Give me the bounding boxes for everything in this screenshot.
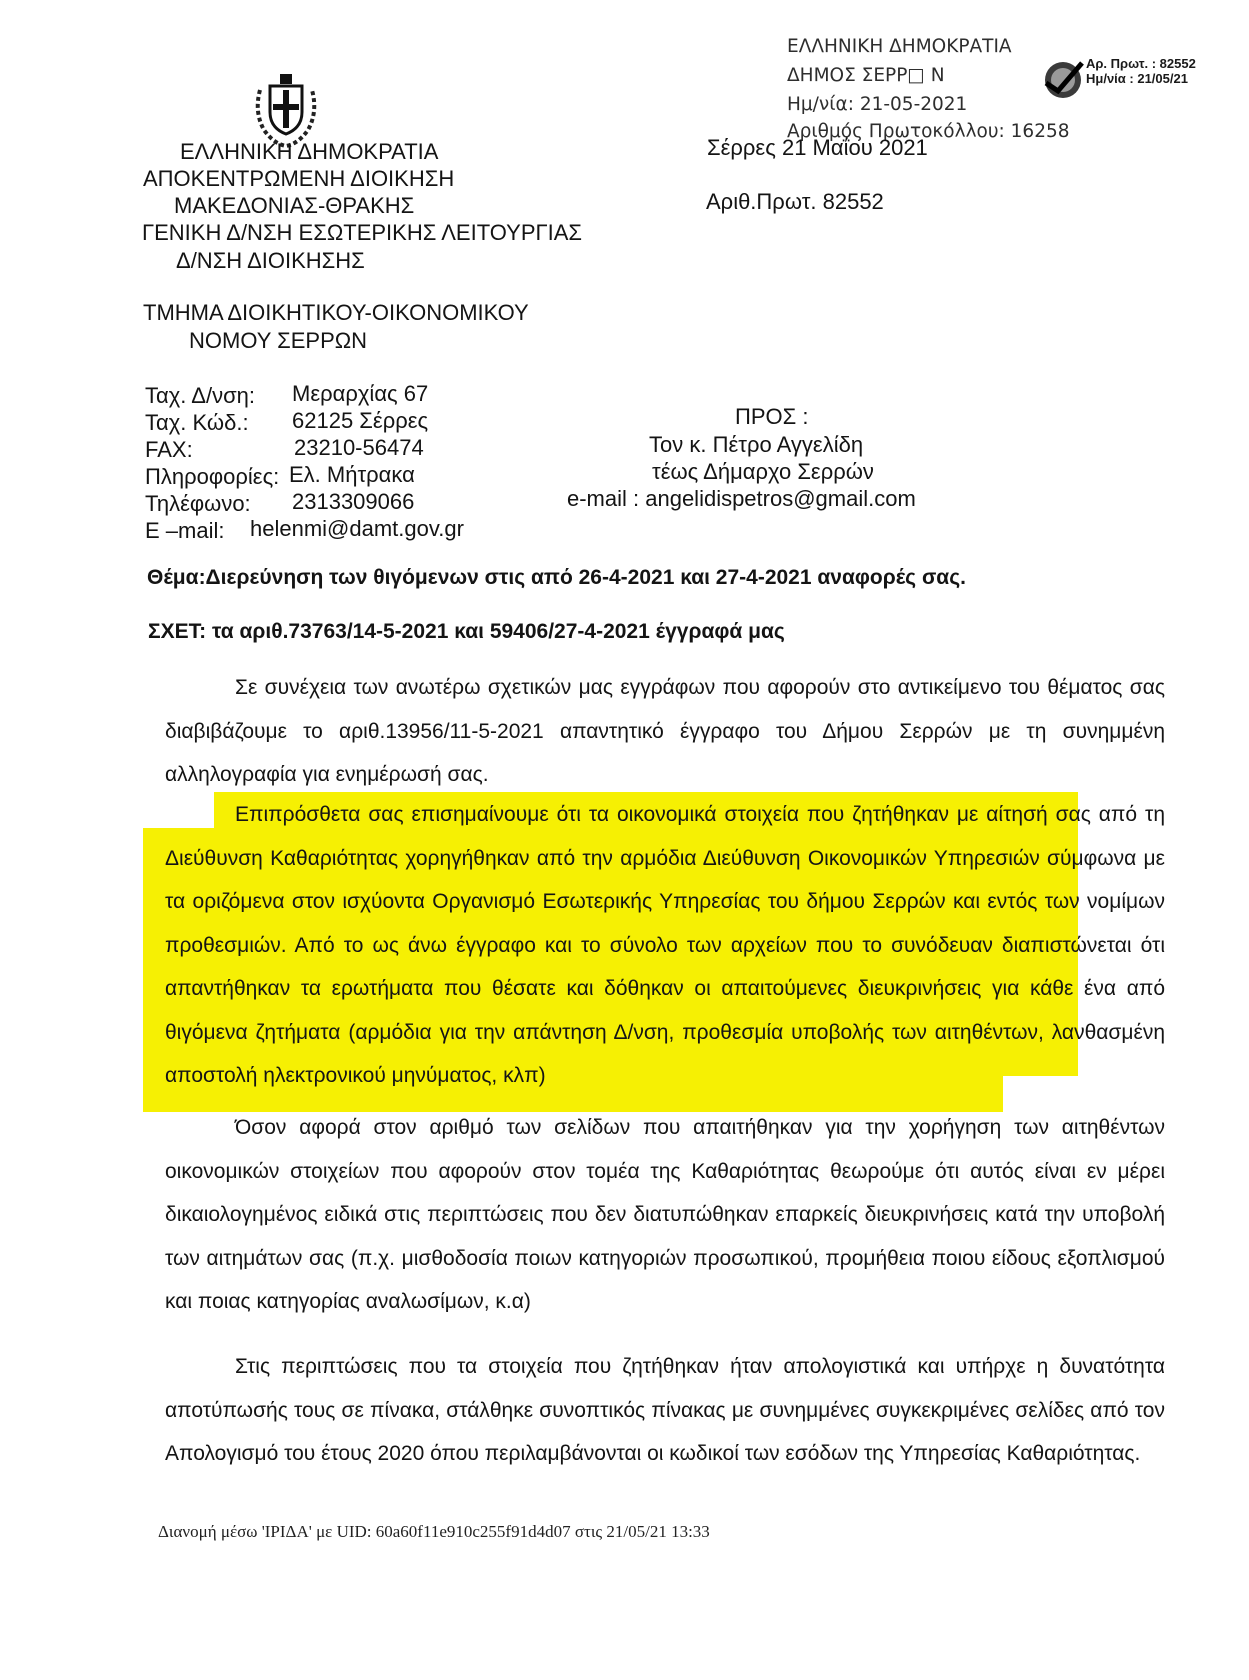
department-line: ΝΟΜΟΥ ΣΕΡΡΩΝ	[189, 328, 368, 353]
stamp-line-2: ΔΗΜΟΣ ΣΕΡΡ□ Ν	[787, 65, 945, 86]
document-date: Σέρρες 21 Μαΐου 2021	[707, 135, 928, 160]
contact-email[interactable]: helenmi@damt.gov.gr	[250, 516, 464, 541]
body-paragraph-1	[165, 666, 1165, 797]
contact-label: Ταχ. Κώδ.:	[145, 410, 249, 435]
paragraph-text: Σε συνέχεια των ανωτέρω σχετικών μας εγγράφων που αφορούν στο αντικείμενο του θέματος σας διαβιβάζουμε το αριθ.13956/11-5-2021 απαντητικό έγγραφο του Δήμου Σερρών με τη συνημμένη αλληλογραφία για ενημέρωσή σας.	[165, 676, 1165, 786]
body-paragraph-2-highlighted	[165, 793, 1165, 1098]
stamp-line-4: Αριθμός Πρωτοκόλλου: 16258	[787, 121, 1070, 142]
reference-line: ΣΧΕΤ: τα αριθ.73763/14-5-2021 και 59406/27-4-2021 έγγραφά μας	[148, 620, 785, 643]
distribution-footer: Διανομή μέσω 'ΙΡΙΔΑ' με UID: 60a60f11e910c255f91d4d07 στις 21/05/21 13:33	[158, 1522, 710, 1541]
contact-label: FAX:	[145, 437, 193, 462]
sender-line: ΕΛΛΗΝΙΚΗ ΔΗΜΟΚΡΑΤΙΑ	[180, 139, 439, 164]
subject-line: Θέμα:Διερεύνηση των θιγόμενων στις από 26-4-2021 και 27-4-2021 αναφορές σας.	[147, 566, 966, 589]
sender-line: Δ/ΝΣΗ ΔΙΟΙΚΗΣΗΣ	[176, 248, 365, 273]
body-paragraph-3	[165, 1106, 1165, 1324]
recipient-heading: ΠΡΟΣ :	[735, 404, 809, 429]
protocol-number: Αριθ.Πρωτ. 82552	[706, 189, 884, 214]
stamp-line-3: Ημ/νία: 21-05-2021	[787, 94, 968, 115]
digital-signature-mark-icon	[1040, 57, 1086, 103]
contact-value: 2313309066	[292, 489, 415, 514]
sender-line: ΓΕΝΙΚΗ Δ/ΝΣΗ ΕΣΩΤΕΡΙΚΗΣ ΛΕΙΤΟΥΡΓΙΑΣ	[142, 220, 582, 245]
contact-value: 23210-56474	[294, 435, 424, 460]
paragraph-text: Στις περιπτώσεις που τα στοιχεία που ζητήθηκαν ήταν απολογιστικά και υπήρχε η δυνατότητα αποτύπωσής τους σε πίνακα, στάλθηκε συνοπτικός πίνακας με συνημμένες συγκεκριμένες σελίδες από τον Απολογισμό του έτους 2020 όπου περιλαμβάνονται οι κωδικοί των εσόδων της Υπηρεσίας Καθαριότητας.	[165, 1355, 1165, 1465]
recipient-title: τέως Δήμαρχο Σερρών	[652, 459, 874, 484]
recipient-name: Τον κ. Πέτρο Αγγελίδη	[649, 432, 864, 457]
recipient-email[interactable]: e-mail : angelidispetros@gmail.com	[567, 486, 916, 511]
sender-line: ΜΑΚΕΔΟΝΙΑΣ-ΘΡΑΚΗΣ	[174, 193, 415, 218]
contact-label: Ταχ. Δ/νση:	[145, 383, 256, 408]
contact-label: Πληροφορίες:	[145, 464, 280, 489]
stamp-line-1: ΕΛΛΗΝΙΚΗ ΔΗΜΟΚΡΑΤΙΑ	[787, 36, 1012, 57]
paragraph-text: Επιπρόσθετα σας επισημαίνουμε ότι τα οικονομικά στοιχεία που ζητήθηκαν με αίτησή σας από τη Διεύθυνση Καθαριότητας χορηγήθηκαν από την αρμόδια Διεύθυνση Οικονομικών Υπηρεσιών σύμφωνα με τα οριζόμενα στον ισχύοντα Οργανισμό Εσωτερικής Υπηρεσίας του δήμου Σερρών και εντός των νομίμων προθεσμιών. Από το ως άνω έγγραφο και το σύνολο των αρχείων που το συνόδευαν διαπιστώνεται ότι απαντήθηκαν τα ερωτήματα που θέσατε και δόθηκαν οι απαιτούμενες διευκρινήσεις για κάθε ένα από θιγόμενα ζητήματα (αρμόδια για την απάντηση Δ/νση, προθεσμία υποβολής των αιτηθέντων, λανθασμένη αποστολή ηλεκτρονικού μηνύματος, κλπ)	[165, 803, 1165, 1087]
stamp-protocol-number: Αρ. Πρωτ. : 82552	[1086, 56, 1196, 71]
contact-label: Τηλέφωνο:	[145, 491, 251, 516]
department-line: ΤΜΗΜΑ ΔΙΟΙΚΗΤΙΚΟΥ-ΟΙΚΟΝΟΜΙΚΟΥ	[143, 300, 529, 325]
sender-line: ΑΠΟΚΕΝΤΡΩΜΕΝΗ ΔΙΟΙΚΗΣΗ	[143, 166, 455, 191]
stamp-protocol-date: Ημ/νία : 21/05/21	[1086, 71, 1188, 86]
contact-value: Ελ. Μήτρακα	[289, 462, 415, 487]
contact-value: 62125 Σέρρες	[292, 408, 429, 433]
contact-label: E –mail:	[145, 518, 225, 543]
contact-value: Μεραρχίας 67	[292, 381, 429, 406]
body-paragraph-4	[165, 1345, 1165, 1476]
paragraph-text: Όσον αφορά στον αριθμό των σελίδων που απαιτήθηκαν για την χορήγηση των αιτηθέντων οικονομικών στοιχείων που αφορούν στον τομέα της Καθαριότητας θεωρούμε ότι αυτός είναι εν μέρει δικαιολογημένος ειδικά στις περιπτώσεις που δεν διατυπώθηκαν επαρκείς διευκρινήσεις κατά την υποβολή των αιτημάτων σας (π.χ. μισθοδοσία ποιων κατηγοριών προσωπικού, προμήθεια ποιου είδους εξοπλισμού και ποιας κατηγορίας αναλωσίμων, κ.α)	[165, 1116, 1165, 1313]
